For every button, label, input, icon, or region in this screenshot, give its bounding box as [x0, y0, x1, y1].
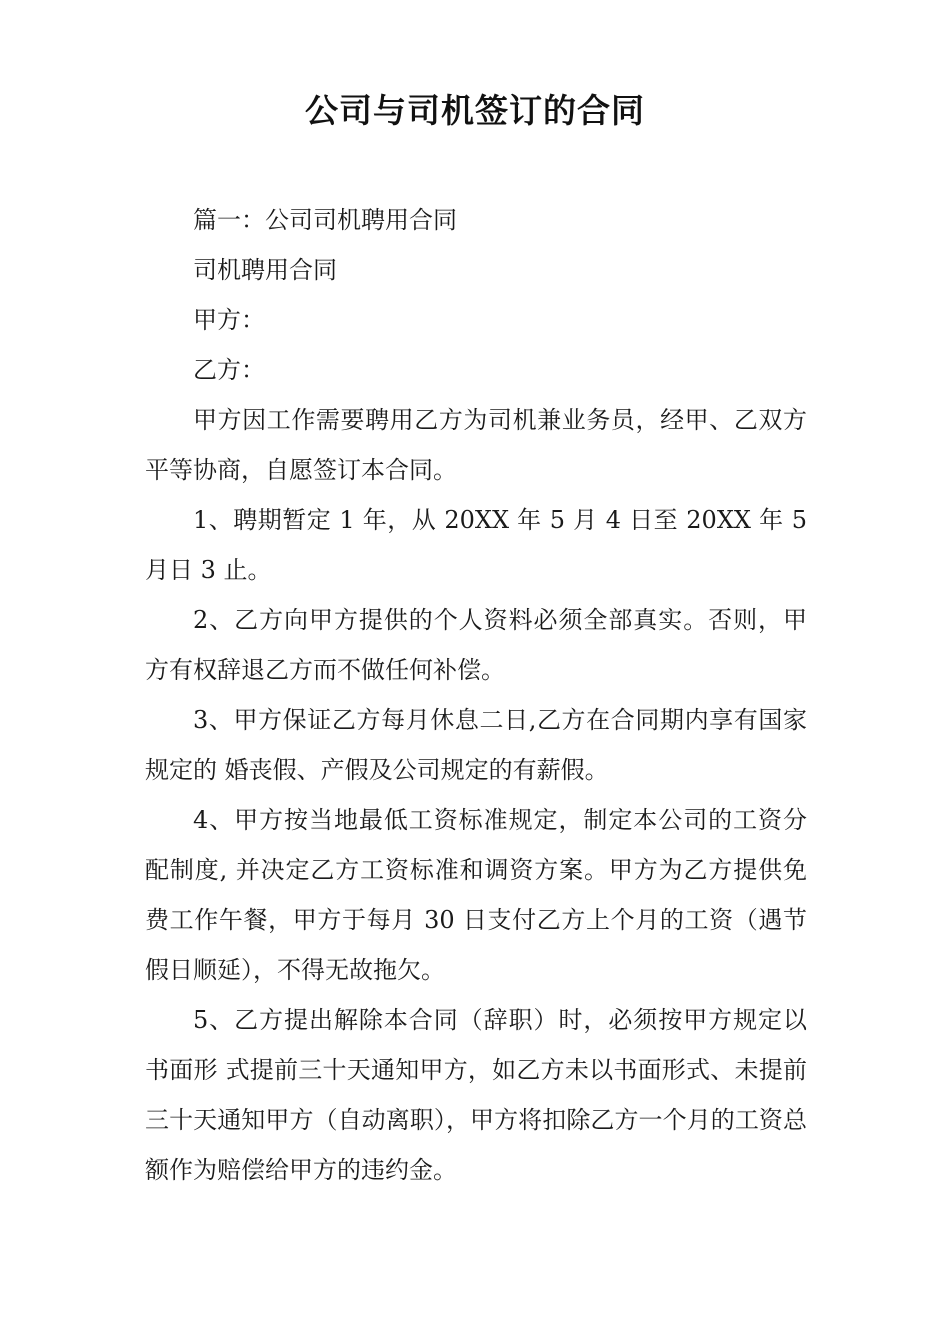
clause-2: 2、乙方向甲方提供的个人资料必须全部真实。否则，甲方有权辞退乙方而不做任何补偿。 [145, 606, 807, 684]
preamble-paragraph: 甲方因工作需要聘用乙方为司机兼业务员，经甲、乙双方平等协商，自愿签订本合同。 [145, 406, 807, 484]
clause-5: 5、乙方提出解除本合同（辞职）时，必须按甲方规定以书面形 式提前三十天通知甲方，如乙方未以书面形式、未提前三十天通知甲方（自动离职），甲方将扣除乙方一个月的工资总额作为赔偿给甲方的违约金。 [145, 1006, 807, 1184]
document-body [145, 195, 807, 1195]
party-a-line: 甲方： [193, 306, 265, 334]
document-title: 公司与司机签订的合同 [305, 91, 645, 130]
clause-1: 1、聘期暂定 1 年，从 20XX 年 5 月 4 日至 20XX 年 5 月日 3 止。 [145, 506, 807, 584]
section-heading: 篇一：公司司机聘用合同 [193, 206, 457, 234]
clause-4: 4、甲方按当地最低工资标准规定，制定本公司的工资分配制度, 并决定乙方工资标准和调资方案。甲方为乙方提供免费工作午餐，甲方于每月 30 日支付乙方上个月的工资（遇节假日顺延），不得无故拖欠。 [145, 806, 807, 984]
clause-3: 3、甲方保证乙方每月休息二日,乙方在合同期内享有国家规定的 婚丧假、产假及公司规定的有薪假。 [145, 706, 807, 784]
contract-name: 司机聘用合同 [193, 256, 337, 284]
party-b-line: 乙方： [193, 356, 265, 384]
